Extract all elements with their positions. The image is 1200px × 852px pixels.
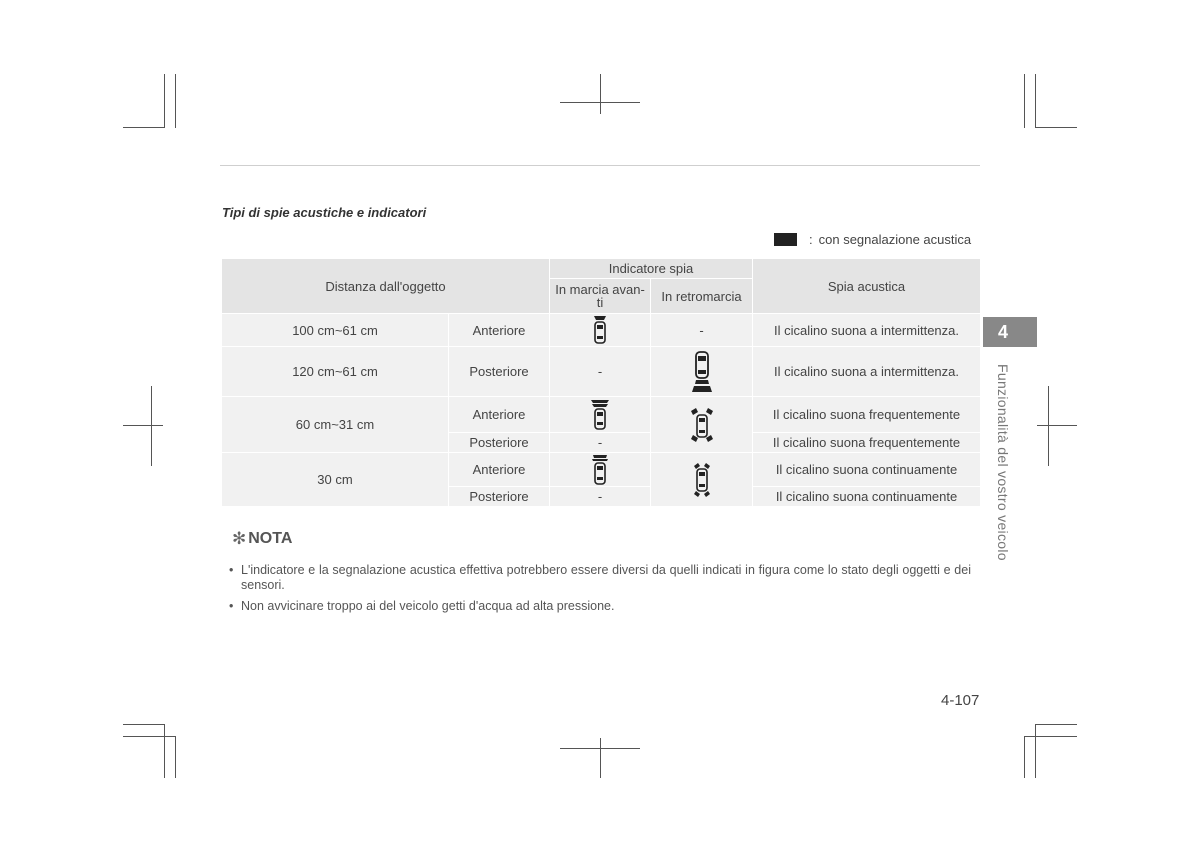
reverse-indicator-cell: - [651, 314, 753, 347]
header-sound: Spia acustica [753, 259, 981, 314]
section-title: Tipi di spie acustiche e indicatori [222, 205, 427, 220]
distance-cell: 60 cm~31 cm [222, 397, 449, 453]
list-item [229, 599, 971, 614]
sound-cell: Il cicalino suona continuamente [753, 487, 981, 507]
crop-mark [1024, 736, 1077, 737]
table-row [222, 347, 981, 397]
note-list [229, 563, 971, 620]
position-cell: Posteriore [449, 433, 550, 453]
crop-mark [123, 425, 163, 426]
distance-cell: 100 cm~61 cm [222, 314, 449, 347]
list-item [229, 563, 971, 593]
crop-mark [1035, 74, 1036, 128]
crop-mark [1024, 74, 1025, 128]
legend-colon: : [809, 232, 813, 247]
crop-mark [151, 386, 152, 466]
distance-cell: 30 cm [222, 453, 449, 507]
crop-mark [175, 736, 176, 778]
header-indicator: Indicatore spia [550, 259, 753, 279]
sound-cell: Il cicalino suona a intermittenza. [753, 347, 981, 397]
crop-mark [175, 74, 176, 128]
crop-mark [600, 738, 601, 778]
legend-swatch [774, 233, 797, 246]
note-star-icon: ✻ [232, 529, 247, 548]
legend [774, 232, 971, 247]
table-row [222, 314, 981, 347]
reverse-indicator-cell [651, 347, 753, 397]
position-cell: Posteriore [449, 487, 550, 507]
crop-mark [1024, 736, 1025, 778]
table-row [222, 397, 981, 433]
reverse-indicator-cell [651, 397, 753, 453]
legend-text: con segnalazione acustica [818, 232, 972, 247]
note-text: L'indicatore e la segnalazione acustica effettiva potrebbero essere diversi da quelli indicati in figura come lo stato degli oggetti e dei sensori. [241, 563, 971, 592]
header-distance: Distanza dall'oggetto [222, 259, 550, 314]
crop-mark [1048, 386, 1049, 466]
chapter-tab: 4 [983, 317, 1037, 347]
crop-mark [164, 724, 165, 778]
crop-mark [123, 736, 175, 737]
car-front-warning-icon [590, 400, 610, 430]
bullet-icon: • [229, 563, 234, 577]
crop-mark [1035, 127, 1077, 128]
crop-mark [164, 74, 165, 128]
crop-mark [123, 127, 165, 128]
note-title: NOTA [248, 530, 293, 547]
header-forward: In marcia avan-ti [550, 279, 651, 314]
car-rear-warning-icon [692, 351, 712, 393]
page-number: 4-107 [941, 692, 980, 709]
forward-indicator-cell: - [550, 487, 651, 507]
crop-mark [1035, 724, 1036, 778]
forward-indicator-cell [550, 453, 651, 487]
position-cell: Anteriore [449, 397, 550, 433]
sound-cell: Il cicalino suona frequentemente [753, 433, 981, 453]
crop-mark [123, 724, 165, 725]
car-front-warning-icon [593, 316, 607, 344]
header-reverse: In retromarcia [651, 279, 753, 314]
sound-cell: Il cicalino suona continuamente [753, 453, 981, 487]
sound-cell: Il cicalino suona frequentemente [753, 397, 981, 433]
bullet-icon: • [229, 599, 234, 613]
car-all-sensors-warning-icon [692, 463, 712, 497]
crop-mark [1035, 724, 1077, 725]
position-cell: Posteriore [449, 347, 550, 397]
position-cell: Anteriore [449, 453, 550, 487]
forward-indicator-cell: - [550, 347, 651, 397]
car-front-warning-icon [591, 455, 609, 485]
forward-indicator-cell [550, 397, 651, 433]
reverse-indicator-cell [651, 453, 753, 507]
sound-cell: Il cicalino suona a intermittenza. [753, 314, 981, 347]
chapter-title: Funzionalità del vostro veicolo [995, 364, 1011, 561]
crop-mark [1037, 425, 1077, 426]
position-cell: Anteriore [449, 314, 550, 347]
forward-indicator-cell [550, 314, 651, 347]
crop-mark [600, 74, 601, 114]
warning-types-table [221, 258, 981, 507]
distance-cell: 120 cm~61 cm [222, 347, 449, 397]
note-heading [232, 529, 292, 549]
car-corners-warning-icon [690, 408, 714, 442]
table-row [222, 453, 981, 487]
header-rule [220, 165, 980, 166]
note-text: Non avvicinare troppo ai del veicolo getti d'acqua ad alta pressione. [241, 599, 615, 613]
forward-indicator-cell: - [550, 433, 651, 453]
